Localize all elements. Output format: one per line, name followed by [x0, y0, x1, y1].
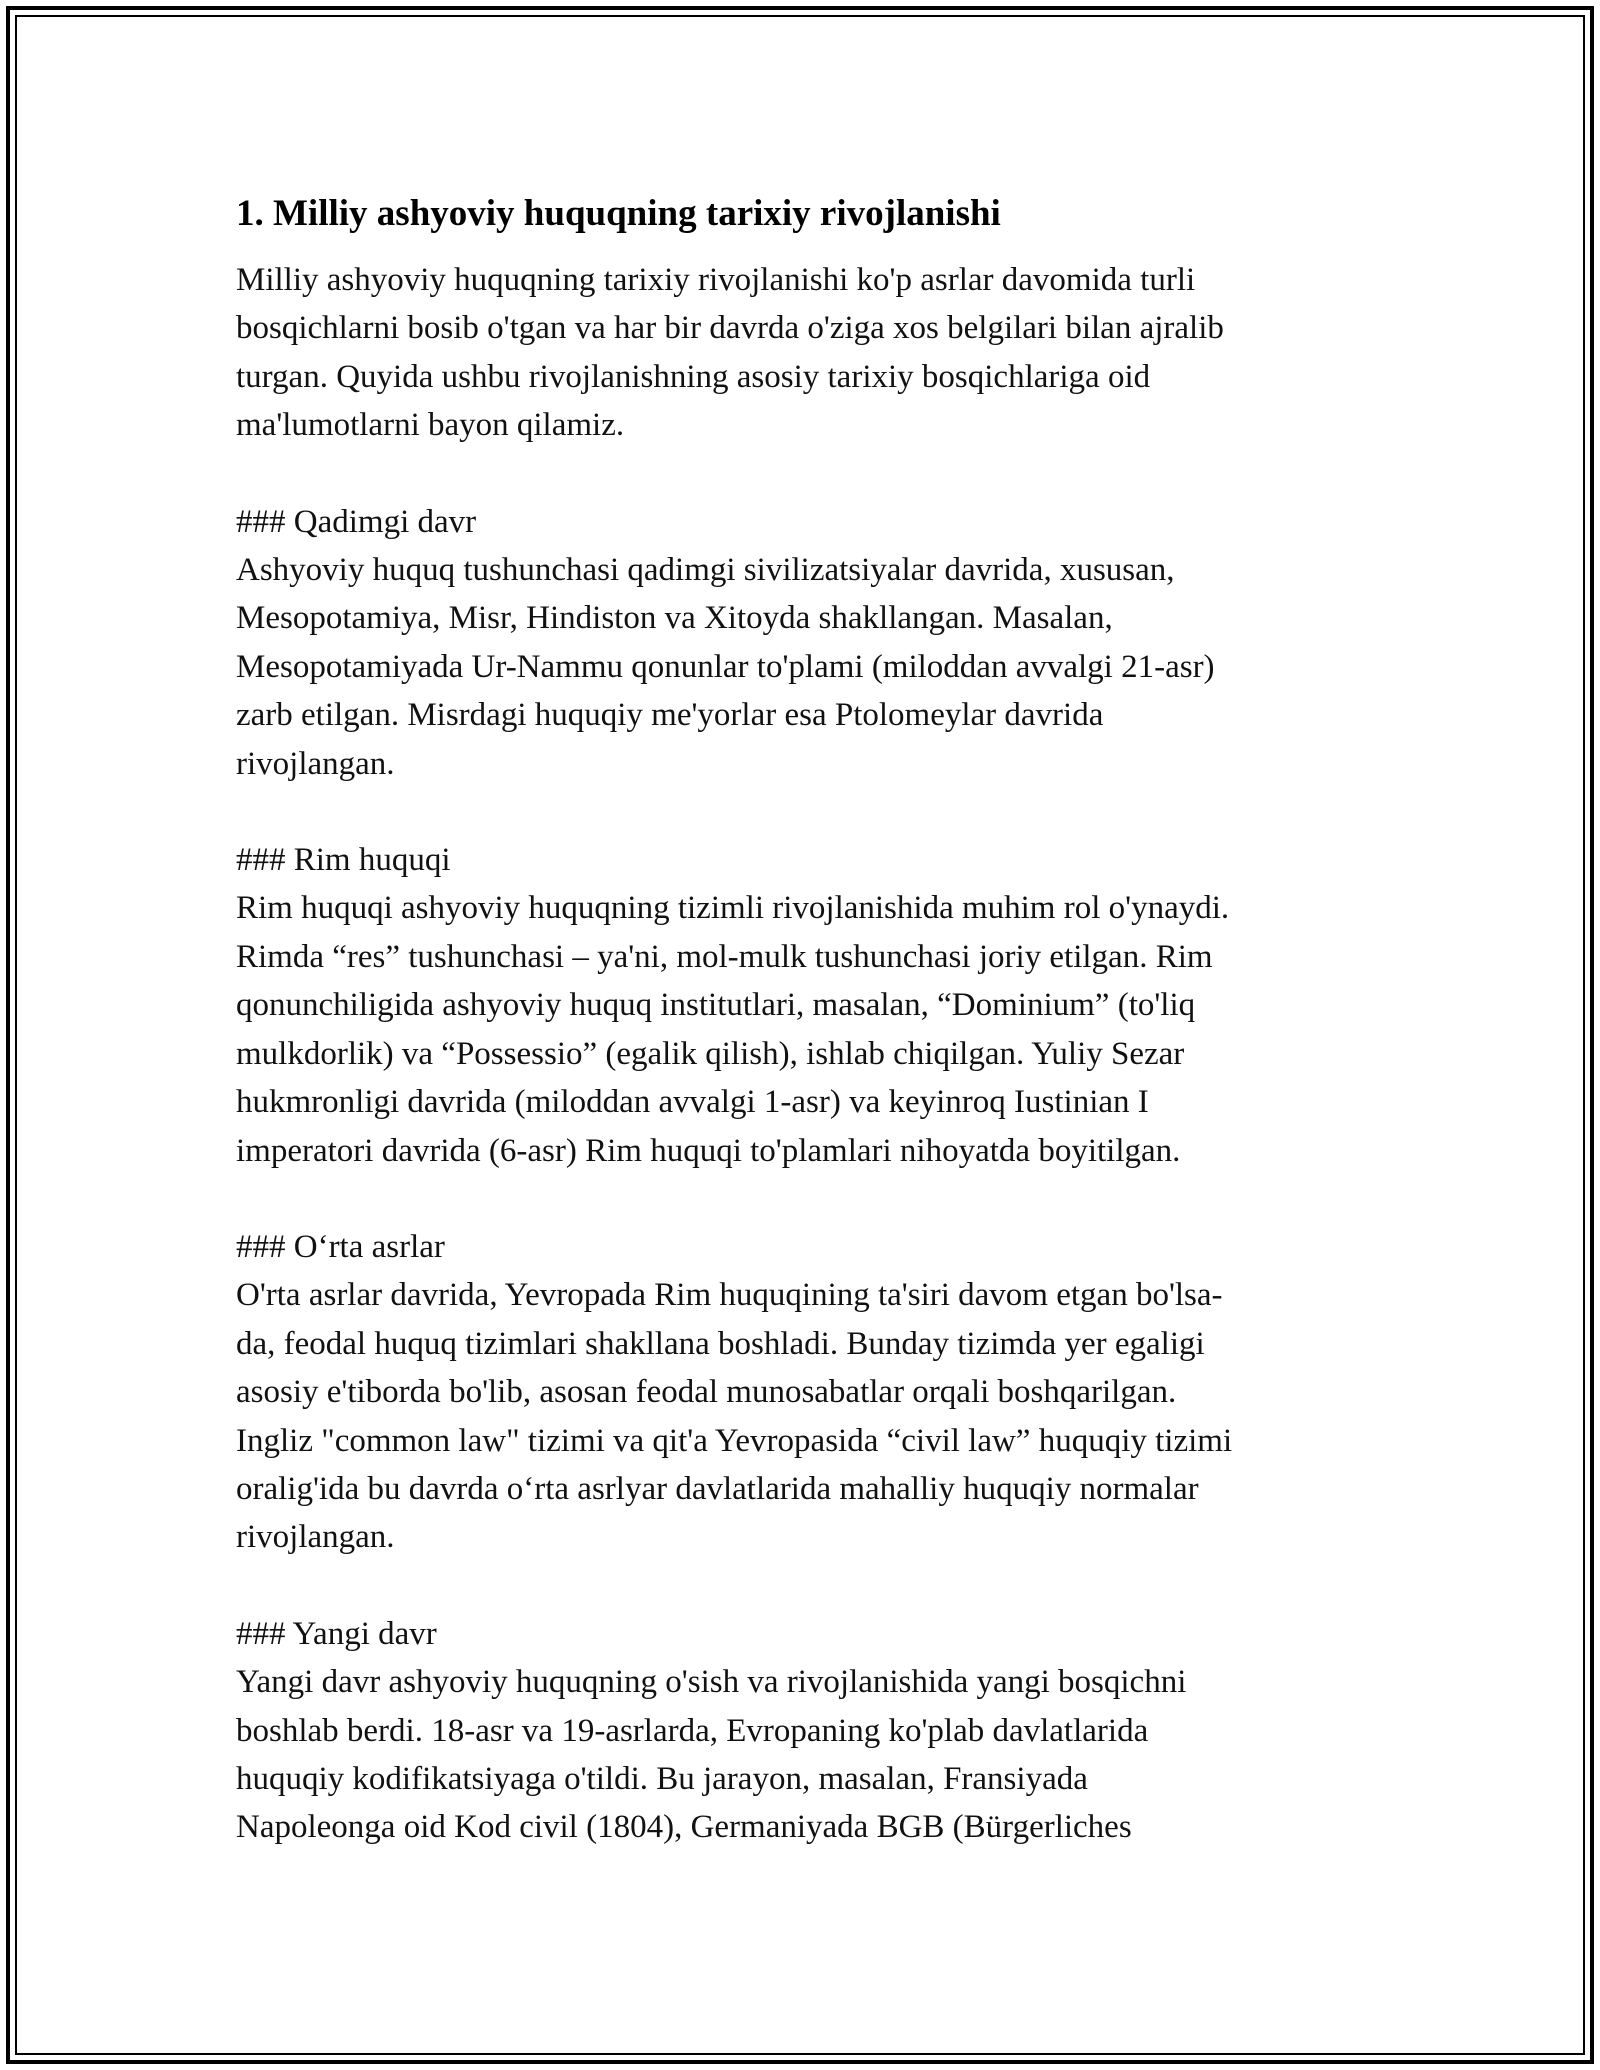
section-heading: ### Qadimgi davr	[236, 503, 477, 540]
paragraph-line: hukmronligi davrida (miloddan avvalgi 1-asr) va keyinroq Iustinian I	[236, 1084, 1149, 1121]
paragraph-line: Napoleonga oid Kod civil (1804), Germaniyada BGB (Bürgerliches	[236, 1809, 1132, 1846]
paragraph-line: mulkdorlik) va “Possessio” (egalik qilish), ishlab chiqilgan. Yuliy Sezar	[236, 1035, 1185, 1072]
paragraph-line: Rimda “res” tushunchasi – ya'ni, mol-mulk tushunchasi joriy etilgan. Rim	[236, 938, 1213, 975]
section-heading: ### Yangi davr	[236, 1615, 437, 1652]
paragraph-line: boshlab berdi. 18-asr va 19-asrlarda, Evropaning ko'plab davlatlarida	[236, 1712, 1149, 1749]
section-paragraph	[236, 546, 1366, 788]
intro-line: bosqichlarni bosib o'tgan va har bir davrda o'ziga xos belgilari bilan ajralib	[236, 310, 1224, 347]
paragraph-line: asosiy e'tiborda bo'lib, asosan feodal munosabatlar orqali boshqarilgan.	[236, 1374, 1177, 1411]
section-paragraph	[236, 884, 1366, 1174]
paragraph-line: Ingliz "common law" tizimi va qit'a Yevropasida “civil law” huquqiy tizimi	[236, 1422, 1233, 1459]
paragraph-line: huquqiy kodifikatsiyaga o'tildi. Bu jarayon, masalan, Fransiyada	[236, 1760, 1088, 1797]
intro-line: turgan. Quyida ushbu rivojlanishning asosiy tarixiy bosqichlariga oid	[236, 358, 1151, 395]
section-rim-huquqi	[236, 836, 1366, 1175]
document-content	[236, 184, 1366, 1852]
section-qadimgi-davr	[236, 498, 1366, 788]
paragraph-line: qonunchiligida ashyoviy huquq institutlari, masalan, “Dominium” (to'liq	[236, 987, 1196, 1024]
paragraph-line: rivojlangan.	[236, 745, 395, 782]
intro-paragraph	[236, 256, 1366, 450]
paragraph-line: zarb etilgan. Misrdagi huquqiy me'yorlar esa Ptolomeylar davrida	[236, 697, 1104, 734]
paragraph-line: Mesopotamiyada Ur-Nammu qonunlar to'plami (miloddan avvalgi 21-asr)	[236, 648, 1215, 685]
paragraph-line: oralig'ida bu davrda o‘rta asrlyar davlatlarida mahalliy huquqiy normalar	[236, 1470, 1199, 1507]
section-heading: ### O‘rta asrlar	[236, 1228, 445, 1265]
paragraph-line: da, feodal huquq tizimlari shakllana boshladi. Bunday tizimda yer egaligi	[236, 1325, 1205, 1362]
paragraph-line: Ashyoviy huquq tushunchasi qadimgi sivilizatsiyalar davrida, xususan,	[236, 552, 1175, 589]
section-heading: ### Rim huquqi	[236, 842, 451, 879]
paragraph-line: Mesopotamiya, Misr, Hindiston va Xitoyda shakllangan. Masalan,	[236, 600, 1113, 637]
section-orta-asrlar	[236, 1223, 1366, 1562]
intro-line: Milliy ashyoviy huquqning tarixiy rivojlanishi ko'p asrlar davomida turli	[236, 262, 1196, 298]
section-paragraph	[236, 1271, 1366, 1561]
paragraph-line: rivojlangan.	[236, 1519, 395, 1556]
paragraph-line: Rim huquqi ashyoviy huquqning tizimli rivojlanishida muhim rol o'ynaydi.	[236, 890, 1230, 927]
section-paragraph	[236, 1658, 1366, 1852]
paragraph-line: Yangi davr ashyoviy huquqning o'sish va rivojlanishida yangi bosqichni	[236, 1664, 1187, 1701]
paragraph-line: O'rta asrlar davrida, Yevropada Rim huquqining ta'siri davom etgan bo'lsa-	[236, 1277, 1223, 1314]
paragraph-line: imperatori davrida (6-asr) Rim huquqi to'plamlari nihoyatda boyitilgan.	[236, 1132, 1181, 1169]
intro-line: ma'lumotlarni bayon qilamiz.	[236, 407, 625, 444]
document-title: 1. Milliy ashyoviy huquqning tarixiy rivojlanishi	[236, 193, 1001, 234]
section-yangi-davr	[236, 1610, 1366, 1852]
